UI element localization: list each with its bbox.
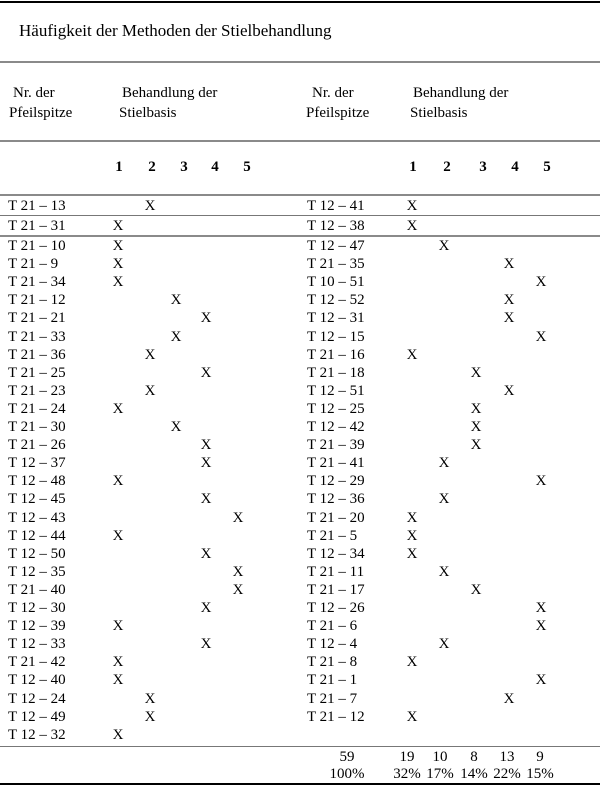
method-1-percent: 32% [393, 766, 421, 782]
arrowhead-id: T 12 – 45 [8, 491, 66, 508]
x-mark: X [406, 545, 418, 562]
x-mark: X [200, 364, 212, 381]
arrowhead-id: T 12 – 31 [307, 310, 365, 327]
right-id-header-line2: Pfeilspitze [306, 105, 370, 121]
arrowhead-id: T 21 – 42 [8, 654, 66, 671]
x-mark: X [470, 400, 482, 417]
arrowhead-id: T 12 – 38 [307, 218, 365, 234]
method-3-percent: 14% [460, 766, 488, 782]
x-mark: X [200, 600, 212, 616]
right-table-row [0, 653, 600, 671]
right-table-row [0, 545, 600, 563]
right-table-row [0, 346, 600, 364]
x-mark: X [438, 636, 450, 653]
right-table-row [0, 197, 600, 215]
right-table-row [0, 328, 600, 346]
x-mark: X [535, 274, 547, 291]
arrowhead-id: T 12 – 48 [8, 473, 66, 490]
method-5-count: 9 [536, 749, 544, 765]
arrowhead-id: T 12 – 42 [307, 419, 365, 435]
right-table-row [0, 454, 600, 472]
x-mark: X [503, 382, 515, 399]
arrowhead-id: T 21 – 41 [307, 455, 365, 472]
x-mark: X [112, 527, 124, 544]
right-id-header-line1: Nr. der [312, 85, 354, 101]
right-table-row [0, 255, 600, 273]
arrowhead-id: T 21 – 8 [307, 654, 358, 671]
arrowhead-id: T 12 – 4 [307, 636, 358, 653]
left-id-header-line1: Nr. der [13, 85, 55, 101]
x-mark: X [406, 198, 418, 214]
right-method-col-4: 4 [511, 159, 519, 175]
x-mark: X [232, 581, 244, 598]
x-mark: X [144, 198, 156, 214]
arrowhead-id: T 12 – 32 [8, 726, 66, 743]
left-method-col-3: 3 [180, 159, 188, 175]
arrowhead-id: T 12 – 50 [8, 545, 66, 562]
right-table-row [0, 563, 600, 581]
right-method-col-5: 5 [543, 159, 551, 175]
arrowhead-id: T 21 – 11 [307, 563, 365, 580]
totals-separator-rule [0, 746, 600, 747]
arrowhead-id: T 21 – 24 [8, 400, 66, 417]
x-mark: X [112, 274, 124, 291]
x-mark: X [438, 238, 450, 254]
right-table-row [0, 690, 600, 708]
right-method-col-2: 2 [443, 159, 451, 175]
left-method-col-1: 1 [115, 159, 123, 175]
right-table-row [0, 309, 600, 327]
left-method-col-5: 5 [243, 159, 251, 175]
header-separator-rule [0, 140, 600, 142]
arrowhead-id: T 12 – 41 [307, 198, 365, 214]
x-mark: X [170, 292, 182, 309]
arrowhead-id: T 21 – 30 [8, 419, 66, 435]
arrowhead-id: T 12 – 29 [307, 473, 365, 490]
right-table-row [0, 599, 600, 617]
arrowhead-id: T 21 – 40 [8, 581, 66, 598]
right-table-row [0, 364, 600, 382]
arrowhead-id: T 21 – 5 [307, 527, 358, 544]
arrowhead-id: T 12 – 34 [307, 545, 365, 562]
x-mark: X [112, 618, 124, 635]
x-mark: X [144, 690, 156, 707]
left-method-col-2: 2 [148, 159, 156, 175]
method-4-percent: 22% [493, 766, 521, 782]
left-method-header-line1: Behandlung der [122, 85, 218, 101]
right-table-row [0, 635, 600, 653]
arrowhead-id: T 21 – 10 [8, 238, 66, 254]
x-mark: X [438, 563, 450, 580]
left-table-row [0, 726, 600, 744]
right-method-header-line1: Behandlung der [413, 85, 509, 101]
total-count: 59 [339, 749, 355, 765]
x-mark: X [170, 328, 182, 345]
right-table-row [0, 400, 600, 418]
arrowhead-id: T 21 – 31 [8, 218, 66, 234]
x-mark: X [112, 256, 124, 273]
arrowhead-id: T 21 – 35 [307, 256, 365, 273]
arrowhead-id: T 21 – 39 [307, 437, 365, 454]
x-mark: X [144, 382, 156, 399]
title-separator-rule [0, 61, 600, 63]
right-table-row [0, 273, 600, 291]
x-mark: X [144, 708, 156, 725]
method-2-percent: 17% [426, 766, 454, 782]
method-1-count: 19 [399, 749, 415, 765]
x-mark: X [112, 218, 124, 234]
method-5-percent: 15% [526, 766, 554, 782]
total-percent: 100% [329, 766, 365, 782]
right-table-row [0, 617, 600, 635]
x-mark: X [438, 455, 450, 472]
right-table-row [0, 418, 600, 436]
row1-separator-rule [0, 215, 600, 216]
right-table-row [0, 509, 600, 527]
arrowhead-id: T 21 – 16 [307, 346, 365, 363]
x-mark: X [470, 581, 482, 598]
right-table-row [0, 472, 600, 490]
arrowhead-id: T 21 – 6 [307, 618, 358, 635]
arrowhead-id: T 12 – 37 [8, 455, 66, 472]
arrowhead-id: T 21 – 23 [8, 382, 66, 399]
method-4-count: 13 [499, 749, 515, 765]
x-mark: X [470, 437, 482, 454]
arrowhead-id: T 21 – 17 [307, 581, 365, 598]
body-top-rule [0, 194, 600, 196]
x-mark: X [535, 600, 547, 616]
x-mark: X [406, 218, 418, 234]
arrowhead-id: T 21 – 12 [8, 292, 66, 309]
method-3-count: 8 [470, 749, 478, 765]
bottom-rule [0, 783, 600, 785]
arrowhead-id: T 21 – 34 [8, 274, 66, 291]
x-mark: X [200, 545, 212, 562]
x-mark: X [200, 437, 212, 454]
arrowhead-id: T 12 – 40 [8, 672, 66, 689]
x-mark: X [503, 256, 515, 273]
x-mark: X [232, 563, 244, 580]
x-mark: X [503, 690, 515, 707]
left-method-col-4: 4 [211, 159, 219, 175]
x-mark: X [535, 473, 547, 490]
x-mark: X [200, 491, 212, 508]
x-mark: X [144, 346, 156, 363]
x-mark: X [170, 419, 182, 435]
x-mark: X [503, 310, 515, 327]
x-mark: X [470, 419, 482, 435]
x-mark: X [112, 238, 124, 254]
table-title: Häufigkeit der Methoden der Stielbehandlung [19, 21, 332, 40]
arrowhead-id: T 12 – 39 [8, 618, 66, 635]
right-method-header-line2: Stielbasis [410, 105, 468, 121]
arrowhead-id: T 21 – 33 [8, 328, 66, 345]
arrowhead-id: T 12 – 44 [8, 527, 66, 544]
right-table-row [0, 237, 600, 255]
right-table-row [0, 291, 600, 309]
right-method-col-1: 1 [409, 159, 417, 175]
method-2-count: 10 [432, 749, 448, 765]
arrowhead-id: T 12 – 36 [307, 491, 365, 508]
arrowhead-id: T 12 – 26 [307, 600, 365, 616]
arrowhead-id: T 12 – 30 [8, 600, 66, 616]
x-mark: X [232, 509, 244, 526]
arrowhead-id: T 21 – 12 [307, 708, 365, 725]
right-table-row [0, 490, 600, 508]
arrowhead-id: T 12 – 25 [307, 400, 365, 417]
x-mark: X [535, 672, 547, 689]
x-mark: X [535, 618, 547, 635]
arrowhead-id: T 21 – 21 [8, 310, 66, 327]
arrowhead-id: T 21 – 36 [8, 346, 66, 363]
x-mark: X [112, 726, 124, 743]
x-mark: X [406, 509, 418, 526]
x-mark: X [438, 491, 450, 508]
right-table-row [0, 581, 600, 599]
arrowhead-id: T 12 – 33 [8, 636, 66, 653]
arrowhead-id: T 21 – 25 [8, 364, 66, 381]
x-mark: X [200, 310, 212, 327]
arrowhead-id: T 12 – 15 [307, 328, 365, 345]
left-id-header-line2: Pfeilspitze [9, 105, 73, 121]
x-mark: X [112, 400, 124, 417]
x-mark: X [406, 346, 418, 363]
x-mark: X [406, 654, 418, 671]
arrowhead-id: T 21 – 20 [307, 509, 365, 526]
right-table-row [0, 671, 600, 689]
x-mark: X [470, 364, 482, 381]
x-mark: X [112, 654, 124, 671]
left-method-header-line2: Stielbasis [119, 105, 177, 121]
x-mark: X [503, 292, 515, 309]
arrowhead-id: T 21 – 1 [307, 672, 358, 689]
arrowhead-id: T 21 – 9 [8, 256, 59, 273]
right-table-row [0, 708, 600, 726]
right-method-col-3: 3 [479, 159, 487, 175]
right-table-row [0, 436, 600, 454]
arrowhead-id: T 21 – 7 [307, 690, 358, 707]
arrowhead-id: T 12 – 49 [8, 708, 66, 725]
right-table-row [0, 217, 600, 235]
arrowhead-id: T 21 – 26 [8, 437, 66, 454]
arrowhead-id: T 12 – 47 [307, 238, 365, 254]
arrowhead-id: T 10 – 51 [307, 274, 365, 291]
top-rule [0, 1, 600, 3]
x-mark: X [200, 455, 212, 472]
arrowhead-id: T 12 – 35 [8, 563, 66, 580]
right-table-row [0, 527, 600, 545]
arrowhead-id: T 12 – 52 [307, 292, 365, 309]
x-mark: X [112, 473, 124, 490]
arrowhead-id: T 12 – 51 [307, 382, 365, 399]
x-mark: X [112, 672, 124, 689]
arrowhead-id: T 21 – 18 [307, 364, 365, 381]
x-mark: X [406, 527, 418, 544]
arrowhead-id: T 21 – 13 [8, 198, 66, 214]
x-mark: X [406, 708, 418, 725]
arrowhead-id: T 12 – 24 [8, 690, 66, 707]
x-mark: X [200, 636, 212, 653]
x-mark: X [535, 328, 547, 345]
right-table-row [0, 382, 600, 400]
arrowhead-id: T 12 – 43 [8, 509, 66, 526]
